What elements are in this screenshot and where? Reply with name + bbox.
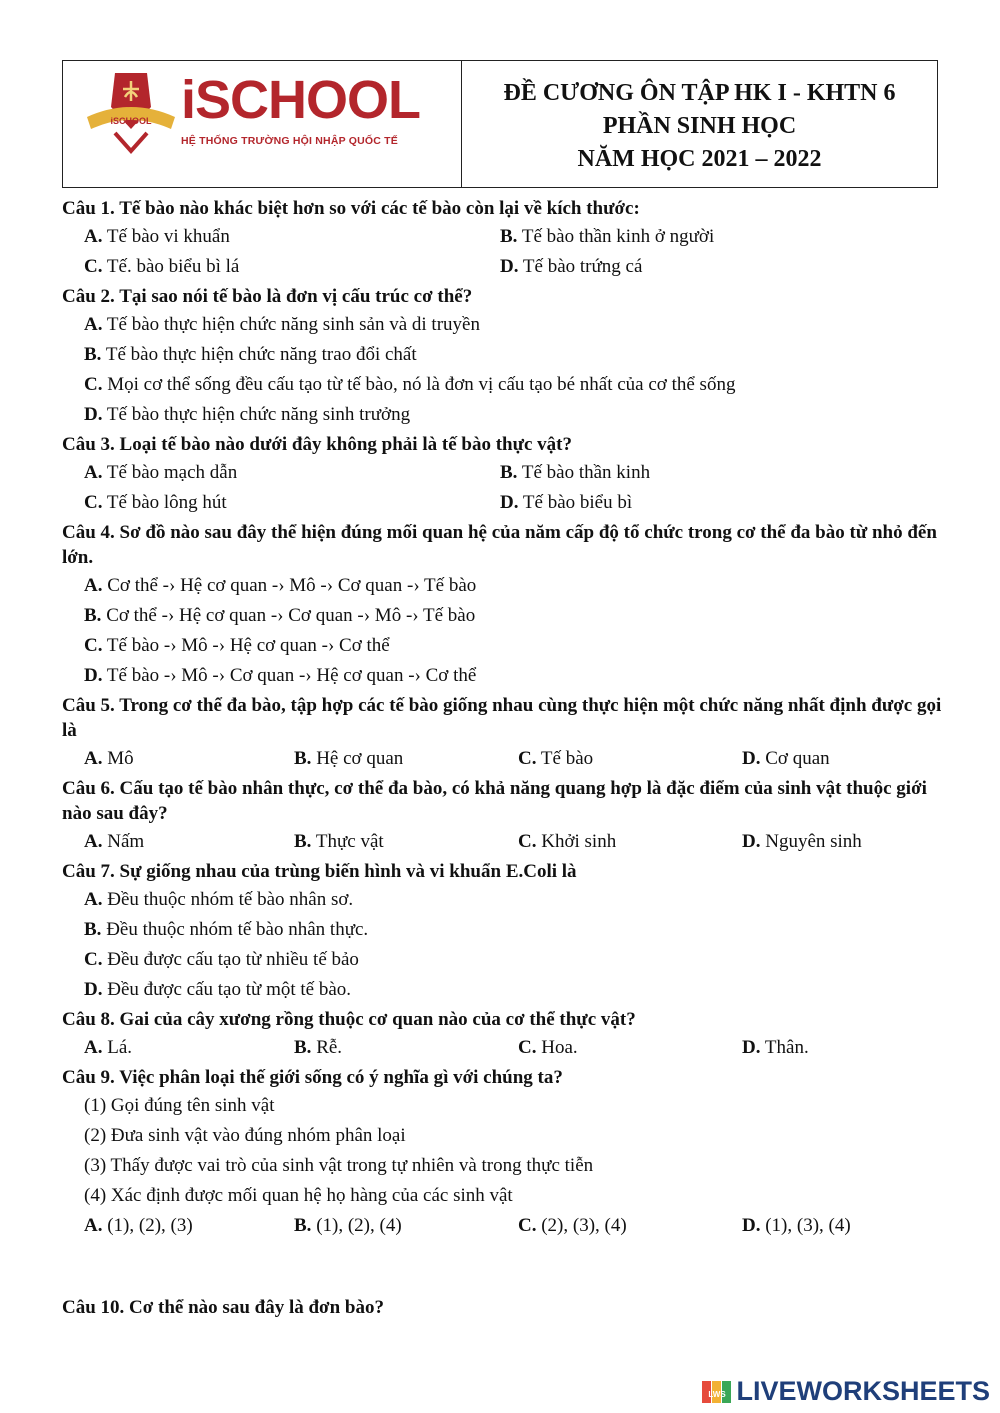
question-text: Câu 3. Loại tế bào nào dưới đây không phải là tế bào thực vật? (62, 434, 572, 455)
option-a[interactable]: A. Tế bào vi khuẩn (84, 226, 230, 247)
question-text: Câu 6. Cấu tạo tế bào nhân thực, cơ thể đa bào, có khả năng quang hợp là đặc điểm của sinh vật thuộc giới nào sau đây? (62, 778, 927, 824)
option-c[interactable]: C. Đều được cấu tạo từ nhiều tế bảo (84, 949, 359, 970)
statement-4: (4) Xác định được mối quan hệ họ hàng của các sinh vật (84, 1185, 513, 1206)
question-7 (62, 857, 942, 885)
question-9 (62, 1063, 942, 1091)
school-crest-icon (85, 67, 177, 159)
option-c[interactable]: C. (2), (3), (4) (518, 1215, 627, 1236)
question-5 (62, 691, 942, 744)
option-d[interactable]: D. Tế bào biểu bì (500, 492, 633, 513)
option-c[interactable]: C. Tế. bào biểu bì lá (84, 256, 240, 277)
option-a[interactable]: A. Cơ thể -› Hệ cơ quan -› Mô -› Cơ quan -› Tế bào (84, 575, 477, 596)
option-c[interactable]: C. Hoa. (518, 1037, 578, 1058)
option-d[interactable]: D. Đều được cấu tạo từ một tế bào. (84, 979, 352, 1000)
question-text: Câu 7. Sự giống nhau của trùng biến hình và vi khuẩn E.Coli là (62, 861, 577, 882)
logo-wordmark: iSCHOOL (181, 70, 421, 130)
option-c[interactable]: C. Khởi sinh (518, 831, 617, 852)
option-d[interactable]: D. (1), (3), (4) (742, 1215, 851, 1236)
option-a[interactable]: A. Tế bào thực hiện chức năng sinh sản và di truyền (84, 314, 480, 335)
option-c[interactable]: C. Tế bào lông hút (84, 492, 227, 513)
option-a[interactable]: A. Tế bào mạch dẫn (84, 462, 238, 483)
title-line-2: PHẦN SINH HỌC (602, 112, 797, 139)
question-text: Câu 8. Gai của cây xương rồng thuộc cơ quan nào của cơ thể thực vật? (62, 1009, 636, 1030)
option-b[interactable]: B. Cơ thể -› Hệ cơ quan -› Cơ quan -› Mô -› Tế bào (84, 605, 476, 626)
question-2 (62, 282, 942, 310)
option-c[interactable]: C. Tế bào (518, 748, 594, 769)
option-d[interactable]: D. Thân. (742, 1037, 809, 1058)
logo-icon-text: LWS (708, 1389, 727, 1399)
question-list (62, 194, 942, 1321)
question-10 (62, 1293, 942, 1321)
statement-1: (1) Gọi đúng tên sinh vật (84, 1095, 275, 1116)
statement-2: (2) Đưa sinh vật vào đúng nhóm phân loại (84, 1125, 406, 1146)
option-b[interactable]: B. (1), (2), (4) (294, 1215, 402, 1236)
statement-3: (3) Thấy được vai trò của sinh vật trong tự nhiên và trong thực tiễn (84, 1155, 594, 1176)
option-d[interactable]: D. Cơ quan (742, 748, 830, 769)
option-b[interactable]: B. Rễ. (294, 1037, 343, 1058)
title-line-1: ĐỀ CƯƠNG ÔN TẬP HK I - KHTN 6 (503, 79, 896, 106)
question-text: Câu 10. Cơ thể nào sau đây là đơn bào? (62, 1297, 384, 1318)
question-text: Câu 1. Tế bào nào khác biệt hơn so với các tế bào còn lại về kích thước: (62, 198, 640, 219)
option-b[interactable]: B. Tế bào thần kinh (500, 462, 651, 483)
option-b[interactable]: B. Hệ cơ quan (294, 748, 404, 769)
question-text: Câu 4. Sơ đồ nào sau đây thể hiện đúng mối quan hệ của năm cấp độ tổ chức trong cơ thể đa bào từ nhỏ đến lớn. (62, 522, 937, 568)
option-d[interactable]: D. Tế bào -› Mô -› Cơ quan -› Hệ cơ quan -› Cơ thể (84, 665, 477, 686)
title-line-3: NĂM HỌC 2021 – 2022 (577, 145, 822, 172)
option-a[interactable]: A. (1), (2), (3) (84, 1215, 193, 1236)
question-8 (62, 1005, 942, 1033)
option-b[interactable]: B. Thực vật (294, 831, 384, 852)
option-d[interactable]: D. Tế bào trứng cá (500, 256, 643, 277)
logo-cell (63, 61, 462, 187)
logo-subtitle: HỆ THỐNG TRƯỜNG HỘI NHẬP QUỐC TẾ (181, 135, 398, 147)
question-1 (62, 194, 942, 222)
option-d[interactable]: D. Nguyên sinh (742, 831, 862, 852)
liveworksheets-watermark (702, 1376, 990, 1407)
document-header (62, 60, 938, 188)
option-a[interactable]: A. Mô (84, 748, 134, 769)
liveworksheets-logo-icon (702, 1379, 732, 1405)
question-4 (62, 518, 942, 571)
footer-brand: LIVEWORKSHEETS (736, 1376, 990, 1406)
option-c[interactable]: C. Mọi cơ thể sống đều cấu tạo từ tế bào, nó là đơn vị cấu tạo bé nhất của cơ thể sống (84, 374, 736, 395)
option-b[interactable]: B. Đều thuộc nhóm tế bào nhân thực. (84, 919, 369, 940)
question-3 (62, 430, 942, 458)
question-6 (62, 774, 942, 827)
option-b[interactable]: B. Tế bào thực hiện chức năng trao đổi chất (84, 344, 417, 365)
title-cell (462, 61, 937, 187)
option-c[interactable]: C. Tế bào -› Mô -› Hệ cơ quan -› Cơ thể (84, 635, 390, 656)
logo-badge-text: iSCHOOL (110, 116, 152, 126)
question-text: Câu 9. Việc phân loại thế giới sống có ý nghĩa gì với chúng ta? (62, 1067, 563, 1088)
option-b[interactable]: B. Tế bào thần kinh ở người (500, 226, 715, 247)
option-a[interactable]: A. Lá. (84, 1037, 133, 1058)
question-text: Câu 2. Tại sao nói tế bào là đơn vị cấu trúc cơ thể? (62, 286, 473, 307)
option-a[interactable]: A. Đều thuộc nhóm tế bào nhân sơ. (84, 889, 354, 910)
option-d[interactable]: D. Tế bào thực hiện chức năng sinh trưởng (84, 404, 411, 425)
option-a[interactable]: A. Nấm (84, 831, 145, 852)
question-text: Câu 5. Trong cơ thể đa bào, tập hợp các tế bào giống nhau cùng thực hiện một chức năng nhất định được gọi là (62, 695, 942, 741)
